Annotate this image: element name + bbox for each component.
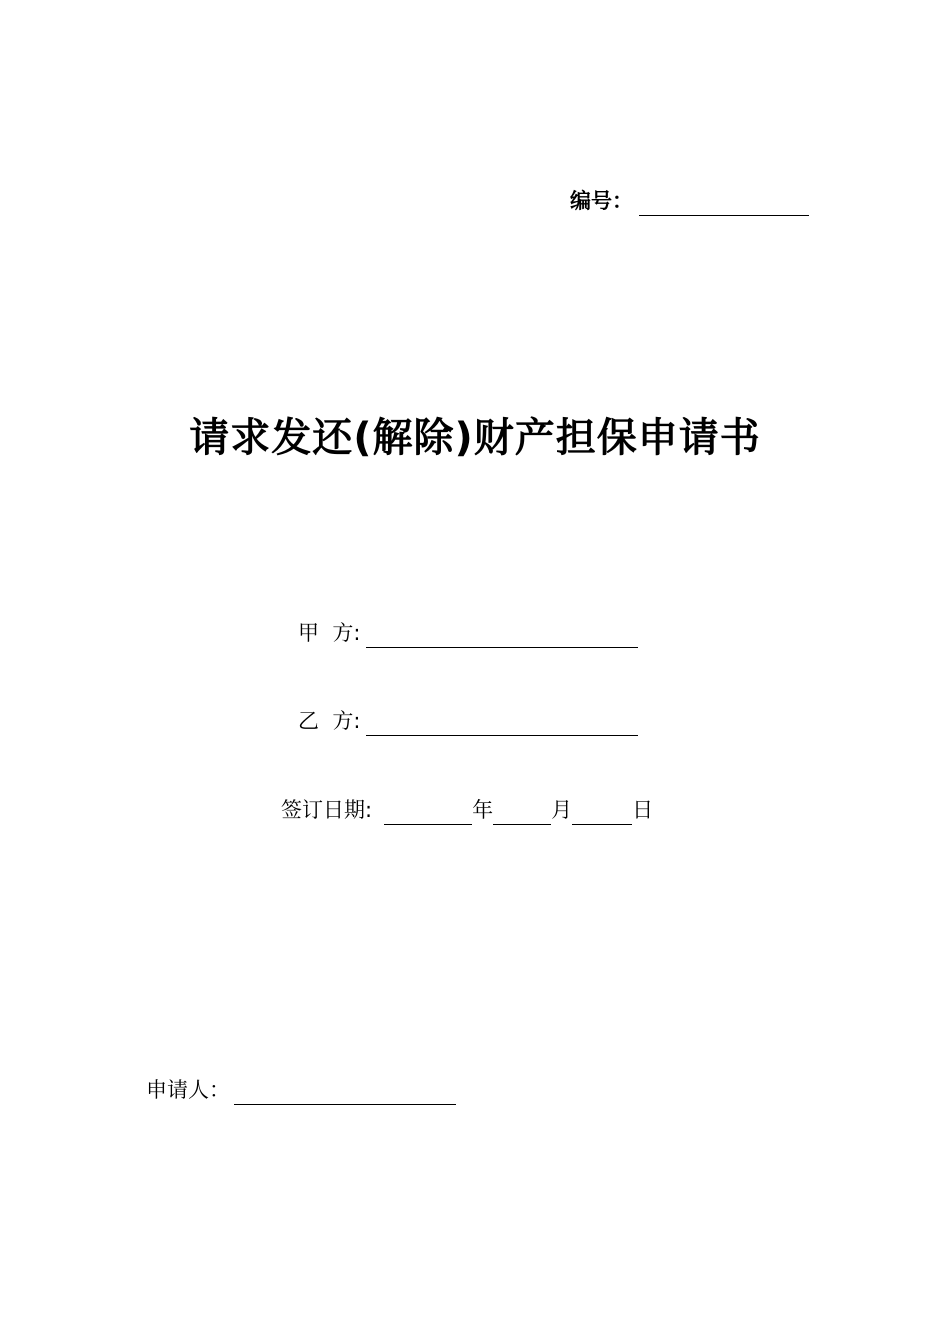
party-b-blank [366, 711, 638, 736]
month-blank [493, 800, 551, 825]
month-unit: 月 [551, 798, 573, 822]
party-b-row [298, 706, 638, 736]
party-a-label: 甲 方: [298, 621, 361, 645]
applicant-row [146, 1075, 456, 1105]
applicant-blank [234, 1082, 456, 1105]
year-unit: 年 [472, 798, 494, 822]
document-number-blank [639, 189, 809, 216]
party-b-label: 乙 方: [298, 709, 361, 733]
party-a-blank [366, 623, 638, 648]
party-a-row [298, 618, 638, 648]
year-blank [384, 800, 472, 825]
document-number-label: 编号： [570, 189, 633, 213]
day-blank [572, 800, 632, 825]
signing-date-label: 签订日期: [281, 798, 373, 822]
day-unit: 日 [632, 798, 654, 822]
document-number-row [570, 186, 809, 216]
signing-date-row [281, 795, 653, 825]
document-title: 请求发还(解除)财产担保申请书 [189, 415, 761, 461]
applicant-label: 申请人： [146, 1078, 230, 1102]
